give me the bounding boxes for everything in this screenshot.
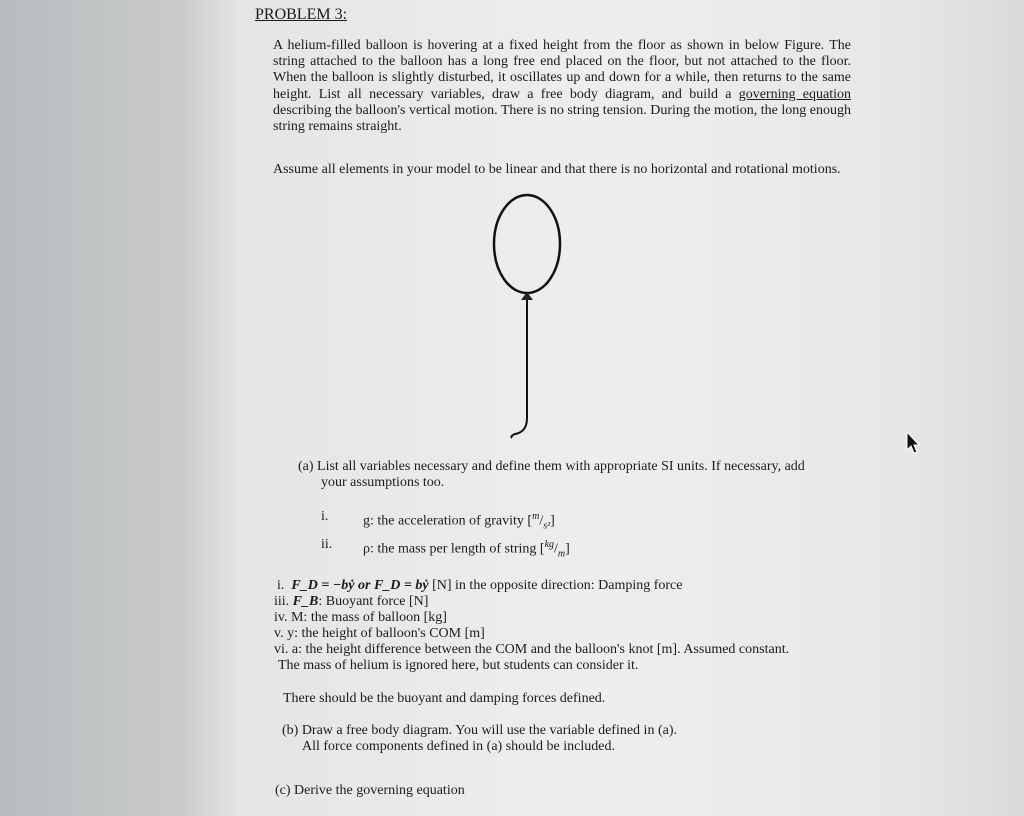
- variable-mass: [274, 610, 447, 626]
- mass-text: M: the mass of balloon [kg]: [290, 610, 447, 625]
- list-num: v.: [274, 626, 284, 641]
- unit-denominator: s²: [543, 520, 551, 532]
- buoyant-text: : Buoyant force [N]: [318, 594, 429, 609]
- list-num: iii.: [274, 594, 290, 609]
- damping-text: [N] in the opposite direction: Damping force: [428, 578, 683, 593]
- helium-note: The mass of helium is ignored here, but students can consider it.: [278, 658, 639, 673]
- item-num: i.: [321, 509, 329, 524]
- mouse-cursor-icon: [907, 432, 919, 453]
- buoyant-symbol: F_B: [292, 594, 319, 609]
- variable-gravity: g: the acceleration of gravity $[^m/_{s^2}]$: [363, 511, 555, 532]
- part-a-question-cont: your assumptions too.: [321, 475, 445, 490]
- balloon-shape: [494, 195, 560, 293]
- assumption-paragraph: Assume all elements in your model to be linear and that there is no horizontal and rotational motions.: [273, 162, 841, 177]
- unit-close: ]: [565, 541, 570, 557]
- statement-text: A helium-filled balloon is hovering at a fixed height from the floor as shown in below Figure. The string attached to the balloon has a long free end placed on the floor, but not attached to the floor. When the balloon is slightly disturbed, it oscillates up and down for a while, then returns to the same height. List all necessary variables, draw a free body diagram, and build a: [273, 38, 851, 102]
- damping-equation: F_D = −bẏ or F_D = bẏ: [291, 578, 429, 593]
- variable-damping: [277, 578, 682, 594]
- variable-gravity-text: g: the acceleration of gravity [: [363, 513, 533, 529]
- variable-rho: ρ: the mass per length of string $[^{kg}/_m]$: [363, 539, 570, 560]
- height-text: y: the height of balloon's COM [m]: [287, 626, 485, 641]
- part-a-question: (a) List all variables necessary and define them with appropriate SI units. If necessary, add: [298, 459, 805, 474]
- item-num: ii.: [321, 537, 333, 552]
- part-b-question: (b) Draw a free body diagram. You will use the variable defined in (a).: [282, 723, 677, 738]
- unit-close: ]: [550, 513, 555, 529]
- governing-equation-underlined: governing equation: [738, 86, 851, 102]
- statement-text-end: describing the balloon's vertical motion. There is no string tension. During the motion, the long enough string remains straight.: [273, 102, 851, 135]
- list-num: iv.: [274, 610, 288, 625]
- balloon-string: [511, 300, 527, 438]
- offset-text: a: the height difference between the COM and the balloon's knot [m]. Assumed constant.: [291, 642, 790, 657]
- unit-numerator: kg: [544, 539, 555, 550]
- problem-title: PROBLEM 3:: [255, 6, 348, 23]
- forces-note: There should be the buoyant and damping forces defined.: [283, 691, 606, 706]
- variable-buoyant: [274, 594, 428, 610]
- list-num: i.: [277, 578, 285, 593]
- list-num: vi.: [274, 642, 289, 657]
- part-c-question: (c) Derive the governing equation: [275, 783, 465, 798]
- variable-offset: [274, 642, 789, 658]
- part-b-question-cont: All force components defined in (a) should be included.: [302, 739, 615, 754]
- unit-numerator: m: [532, 511, 540, 522]
- variable-rho-text: ρ: the mass per length of string [: [363, 541, 545, 557]
- variable-height: [274, 626, 485, 642]
- unit-denominator: m: [557, 548, 566, 560]
